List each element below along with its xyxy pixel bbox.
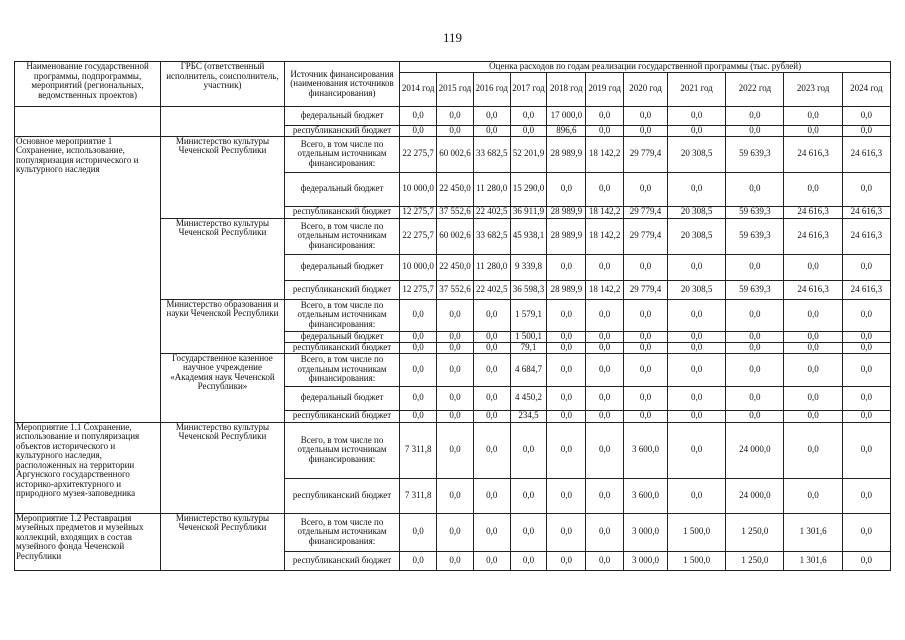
amount-cell: 24 000,0 — [726, 478, 784, 513]
amount-cell: 0,0 — [473, 551, 510, 570]
amount-cell: 0,0 — [437, 106, 474, 125]
amount-cell: 7 311,8 — [400, 422, 437, 478]
amount-cell: 24 616,3 — [842, 218, 890, 254]
grbs-cell: Министерство культуры Чеченской Республики — [161, 422, 285, 513]
amount-cell: 59 639,3 — [726, 206, 784, 218]
amount-cell: 0,0 — [437, 353, 474, 386]
amount-cell: 22 275,7 — [400, 136, 437, 172]
activity-name-cell: Мероприятие 1.1 Сохранение, использование и популяризация объектов исторического и культурного наследия, расположенных на территории Аргунского государственного историко-архитектурного и природного музея-заповедника — [15, 422, 161, 513]
amount-cell: 0,0 — [547, 342, 586, 353]
amount-cell: 0,0 — [473, 410, 510, 422]
amount-cell: 0,0 — [437, 422, 474, 478]
amount-cell: 20 308,5 — [667, 136, 725, 172]
funding-source-cell: Всего, в том числе по отдельным источникам финансирования: — [284, 353, 399, 386]
amount-cell: 0,0 — [437, 410, 474, 422]
amount-cell: 0,0 — [510, 125, 547, 136]
amount-cell: 0,0 — [784, 353, 842, 386]
amount-cell: 24 616,3 — [784, 218, 842, 254]
amount-cell: 36 911,9 — [510, 206, 547, 218]
grbs-cell: Министерство культуры Чеченской Республики — [161, 218, 285, 299]
amount-cell: 24 616,3 — [784, 206, 842, 218]
amount-cell: 0,0 — [726, 125, 784, 136]
amount-cell: 0,0 — [437, 551, 474, 570]
amount-cell: 0,0 — [400, 353, 437, 386]
amount-cell: 29 779,4 — [624, 280, 668, 299]
amount-cell: 59 639,3 — [726, 280, 784, 299]
amount-cell: 18 142,2 — [586, 218, 624, 254]
amount-cell: 0,0 — [547, 513, 586, 551]
budget-table — [14, 61, 891, 571]
amount-cell: 29 779,4 — [624, 218, 668, 254]
amount-cell: 11 280,0 — [473, 254, 510, 280]
amount-cell: 28 989,9 — [547, 136, 586, 172]
amount-cell: 0,0 — [667, 422, 725, 478]
amount-cell: 22 450,0 — [437, 172, 474, 206]
amount-cell: 1 301,6 — [784, 551, 842, 570]
amount-cell: 0,0 — [784, 299, 842, 331]
amount-cell: 0,0 — [586, 254, 624, 280]
funding-source-cell: Всего, в том числе по отдельным источникам финансирования: — [284, 513, 399, 551]
amount-cell: 0,0 — [510, 551, 547, 570]
amount-cell: 4 450,2 — [510, 386, 547, 410]
amount-cell: 0,0 — [784, 106, 842, 125]
grbs-cell: Министерство культуры Чеченской Республики — [161, 513, 285, 570]
amount-cell: 20 308,5 — [667, 280, 725, 299]
amount-cell: 0,0 — [547, 478, 586, 513]
amount-cell: 52 201,9 — [510, 136, 547, 172]
funding-source-cell: Всего, в том числе по отдельным источникам финансирования: — [284, 218, 399, 254]
amount-cell: 0,0 — [547, 353, 586, 386]
amount-cell: 1 500,0 — [667, 551, 725, 570]
amount-cell: 0,0 — [437, 478, 474, 513]
amount-cell: 0,0 — [400, 386, 437, 410]
amount-cell: 0,0 — [726, 342, 784, 353]
amount-cell: 0,0 — [842, 353, 890, 386]
amount-cell: 0,0 — [473, 422, 510, 478]
amount-cell: 0,0 — [842, 254, 890, 280]
amount-cell: 1 500,1 — [510, 331, 547, 342]
amount-cell: 33 682,5 — [473, 218, 510, 254]
amount-cell: 17 000,0 — [547, 106, 586, 125]
amount-cell: 0,0 — [842, 331, 890, 342]
amount-cell: 22 402,5 — [473, 280, 510, 299]
header-year: 2017 год — [510, 72, 547, 106]
amount-cell: 0,0 — [400, 551, 437, 570]
amount-cell: 0,0 — [473, 478, 510, 513]
amount-cell: 0,0 — [667, 299, 725, 331]
activity-name-cell: Мероприятие 1.2 Реставрация музейных предметов и музейных коллекций, входящих в состав музейного фонда Чеченской Республики — [15, 513, 161, 570]
funding-source-cell: республиканский бюджет — [284, 551, 399, 570]
amount-cell: 0,0 — [547, 422, 586, 478]
amount-cell: 0,0 — [586, 513, 624, 551]
amount-cell: 0,0 — [547, 254, 586, 280]
amount-cell: 0,0 — [624, 106, 668, 125]
amount-cell: 0,0 — [784, 172, 842, 206]
header-year: 2022 год — [726, 72, 784, 106]
amount-cell: 0,0 — [473, 386, 510, 410]
amount-cell: 22 275,7 — [400, 218, 437, 254]
amount-cell: 0,0 — [667, 353, 725, 386]
amount-cell: 29 779,4 — [624, 206, 668, 218]
amount-cell: 33 682,5 — [473, 136, 510, 172]
funding-source-cell: республиканский бюджет — [284, 478, 399, 513]
amount-cell: 0,0 — [784, 410, 842, 422]
amount-cell: 29 779,4 — [624, 136, 668, 172]
amount-cell: 0,0 — [842, 422, 890, 478]
amount-cell: 0,0 — [842, 125, 890, 136]
amount-cell: 1 500,0 — [667, 513, 725, 551]
amount-cell: 0,0 — [624, 342, 668, 353]
amount-cell: 59 639,3 — [726, 218, 784, 254]
amount-cell: 0,0 — [400, 342, 437, 353]
amount-cell: 0,0 — [400, 299, 437, 331]
amount-cell: 0,0 — [624, 172, 668, 206]
amount-cell: 0,0 — [667, 106, 725, 125]
header-grbs: ГРБС (ответственный исполнитель, соисполнитель, участник) — [161, 62, 285, 107]
funding-source-cell: республиканский бюджет — [284, 410, 399, 422]
amount-cell: 0,0 — [437, 125, 474, 136]
amount-cell: 36 598,3 — [510, 280, 547, 299]
amount-cell: 0,0 — [586, 299, 624, 331]
amount-cell: 0,0 — [400, 125, 437, 136]
amount-cell: 0,0 — [586, 422, 624, 478]
table-row — [15, 106, 891, 125]
amount-cell: 0,0 — [586, 106, 624, 125]
amount-cell: 0,0 — [842, 410, 890, 422]
header-year: 2016 год — [473, 72, 510, 106]
amount-cell: 1 250,0 — [726, 551, 784, 570]
amount-cell: 0,0 — [437, 386, 474, 410]
amount-cell: 0,0 — [726, 172, 784, 206]
amount-cell: 0,0 — [784, 331, 842, 342]
amount-cell: 0,0 — [624, 353, 668, 386]
amount-cell: 0,0 — [473, 331, 510, 342]
amount-cell: 79,1 — [510, 342, 547, 353]
amount-cell: 234,5 — [510, 410, 547, 422]
amount-cell: 0,0 — [842, 478, 890, 513]
amount-cell: 0,0 — [726, 299, 784, 331]
amount-cell: 0,0 — [400, 106, 437, 125]
amount-cell: 0,0 — [400, 410, 437, 422]
grbs-cell: Министерство культуры Чеченской Республики — [161, 136, 285, 218]
amount-cell: 0,0 — [586, 386, 624, 410]
header-year: 2015 год — [437, 72, 474, 106]
amount-cell: 0,0 — [842, 551, 890, 570]
amount-cell: 0,0 — [784, 254, 842, 280]
amount-cell: 4 684,7 — [510, 353, 547, 386]
amount-cell: 24 616,3 — [842, 136, 890, 172]
amount-cell: 10 000,0 — [400, 254, 437, 280]
amount-cell: 3 000,0 — [624, 551, 668, 570]
amount-cell: 0,0 — [624, 125, 668, 136]
header-year: 2024 год — [842, 72, 890, 106]
amount-cell: 0,0 — [586, 342, 624, 353]
amount-cell: 0,0 — [586, 331, 624, 342]
amount-cell: 0,0 — [667, 342, 725, 353]
amount-cell: 0,0 — [400, 331, 437, 342]
header-year: 2021 год — [667, 72, 725, 106]
amount-cell: 0,0 — [726, 410, 784, 422]
amount-cell: 12 275,7 — [400, 280, 437, 299]
amount-cell: 0,0 — [547, 172, 586, 206]
amount-cell: 0,0 — [624, 410, 668, 422]
amount-cell: 7 311,8 — [400, 478, 437, 513]
funding-source-cell: республиканский бюджет — [284, 125, 399, 136]
amount-cell: 896,6 — [547, 125, 586, 136]
amount-cell: 0,0 — [726, 331, 784, 342]
amount-cell: 0,0 — [842, 172, 890, 206]
funding-source-cell: Всего, в том числе по отдельным источникам финансирования: — [284, 422, 399, 478]
amount-cell: 0,0 — [547, 331, 586, 342]
amount-cell: 22 402,5 — [473, 206, 510, 218]
amount-cell: 0,0 — [547, 551, 586, 570]
amount-cell: 11 280,0 — [473, 172, 510, 206]
header-year: 2019 год — [586, 72, 624, 106]
amount-cell: 0,0 — [667, 410, 725, 422]
amount-cell: 0,0 — [547, 410, 586, 422]
amount-cell: 0,0 — [586, 353, 624, 386]
amount-cell: 15 290,0 — [510, 172, 547, 206]
amount-cell: 24 000,0 — [726, 422, 784, 478]
amount-cell: 37 552,6 — [437, 206, 474, 218]
table-row — [15, 513, 891, 551]
funding-source-cell: Всего, в том числе по отдельным источникам финансирования: — [284, 136, 399, 172]
amount-cell: 0,0 — [586, 478, 624, 513]
amount-cell: 0,0 — [667, 331, 725, 342]
amount-cell: 60 002,6 — [437, 218, 474, 254]
amount-cell: 0,0 — [726, 386, 784, 410]
amount-cell: 28 989,9 — [547, 280, 586, 299]
amount-cell: 1 301,6 — [784, 513, 842, 551]
amount-cell: 0,0 — [437, 299, 474, 331]
amount-cell: 0,0 — [586, 125, 624, 136]
amount-cell: 12 275,7 — [400, 206, 437, 218]
amount-cell: 0,0 — [586, 410, 624, 422]
amount-cell: 0,0 — [624, 254, 668, 280]
header-year: 2018 год — [547, 72, 586, 106]
header-estimate: Оценка расходов по годам реализации государственной программы (тыс. рублей) — [400, 62, 891, 73]
grbs-cell — [161, 106, 285, 136]
amount-cell: 0,0 — [437, 342, 474, 353]
amount-cell: 0,0 — [667, 478, 725, 513]
amount-cell: 24 616,3 — [842, 280, 890, 299]
amount-cell: 3 000,0 — [624, 513, 668, 551]
amount-cell: 0,0 — [586, 172, 624, 206]
amount-cell: 9 339,8 — [510, 254, 547, 280]
table-row — [15, 422, 891, 478]
amount-cell: 0,0 — [473, 342, 510, 353]
funding-source-cell: федеральный бюджет — [284, 254, 399, 280]
amount-cell: 0,0 — [784, 386, 842, 410]
amount-cell: 18 142,2 — [586, 206, 624, 218]
header-year: 2023 год — [784, 72, 842, 106]
amount-cell: 1 250,0 — [726, 513, 784, 551]
amount-cell: 24 616,3 — [784, 280, 842, 299]
amount-cell: 24 616,3 — [784, 136, 842, 172]
amount-cell: 0,0 — [842, 106, 890, 125]
amount-cell: 0,0 — [400, 513, 437, 551]
amount-cell: 0,0 — [784, 478, 842, 513]
amount-cell: 20 308,5 — [667, 206, 725, 218]
amount-cell: 3 600,0 — [624, 422, 668, 478]
amount-cell: 59 639,3 — [726, 136, 784, 172]
amount-cell: 3 600,0 — [624, 478, 668, 513]
amount-cell: 0,0 — [667, 125, 725, 136]
amount-cell: 0,0 — [473, 125, 510, 136]
amount-cell: 0,0 — [726, 106, 784, 125]
amount-cell: 18 142,2 — [586, 280, 624, 299]
amount-cell: 0,0 — [437, 331, 474, 342]
grbs-cell: Министерство образования и науки Чеченской Республики — [161, 299, 285, 353]
amount-cell: 0,0 — [667, 386, 725, 410]
table-row — [15, 136, 891, 172]
amount-cell: 0,0 — [726, 353, 784, 386]
amount-cell: 0,0 — [842, 299, 890, 331]
amount-cell: 20 308,5 — [667, 218, 725, 254]
amount-cell: 0,0 — [842, 342, 890, 353]
funding-source-cell: Всего, в том числе по отдельным источникам финансирования: — [284, 299, 399, 331]
amount-cell: 0,0 — [624, 386, 668, 410]
amount-cell: 18 142,2 — [586, 136, 624, 172]
activity-name-cell: Основное мероприятие 1 Сохранение, использование, популяризация исторического и культурного наследия — [15, 136, 161, 422]
amount-cell: 10 000,0 — [400, 172, 437, 206]
header-source: Источник финансирования (наименования источников финансирования) — [284, 62, 399, 107]
amount-cell: 28 989,9 — [547, 218, 586, 254]
amount-cell: 0,0 — [667, 254, 725, 280]
amount-cell: 0,0 — [510, 478, 547, 513]
amount-cell: 37 552,6 — [437, 280, 474, 299]
funding-source-cell: республиканский бюджет — [284, 280, 399, 299]
funding-source-cell: республиканский бюджет — [284, 342, 399, 353]
amount-cell: 0,0 — [586, 551, 624, 570]
funding-source-cell: федеральный бюджет — [284, 386, 399, 410]
amount-cell: 0,0 — [437, 513, 474, 551]
amount-cell: 0,0 — [547, 386, 586, 410]
amount-cell: 0,0 — [473, 513, 510, 551]
activity-name-cell — [15, 106, 161, 136]
funding-source-cell: федеральный бюджет — [284, 106, 399, 125]
amount-cell: 0,0 — [510, 106, 547, 125]
amount-cell: 0,0 — [784, 342, 842, 353]
amount-cell: 45 938,1 — [510, 218, 547, 254]
header-year: 2020 год — [624, 72, 668, 106]
amount-cell: 1 579,1 — [510, 299, 547, 331]
amount-cell: 0,0 — [842, 513, 890, 551]
amount-cell: 0,0 — [624, 299, 668, 331]
amount-cell: 0,0 — [624, 331, 668, 342]
funding-source-cell: федеральный бюджет — [284, 172, 399, 206]
amount-cell: 0,0 — [784, 422, 842, 478]
page-number: 119 — [442, 30, 463, 45]
amount-cell: 0,0 — [547, 299, 586, 331]
header-name: Наименование государственной программы, подпрограммы, мероприятий (региональных, ведомственных проектов) — [15, 62, 161, 107]
amount-cell: 0,0 — [510, 422, 547, 478]
amount-cell: 24 616,3 — [842, 206, 890, 218]
amount-cell: 0,0 — [473, 299, 510, 331]
amount-cell: 22 450,0 — [437, 254, 474, 280]
amount-cell: 0,0 — [473, 106, 510, 125]
amount-cell: 0,0 — [473, 353, 510, 386]
amount-cell: 60 002,6 — [437, 136, 474, 172]
grbs-cell: Государственное казенное научное учреждение «Академия наук Чеченской Республики» — [161, 353, 285, 422]
amount-cell: 0,0 — [784, 125, 842, 136]
amount-cell: 0,0 — [726, 254, 784, 280]
funding-source-cell: федеральный бюджет — [284, 331, 399, 342]
amount-cell: 0,0 — [842, 386, 890, 410]
funding-source-cell: республиканский бюджет — [284, 206, 399, 218]
amount-cell: 0,0 — [510, 513, 547, 551]
amount-cell: 28 989,9 — [547, 206, 586, 218]
amount-cell: 0,0 — [667, 172, 725, 206]
header-year: 2014 год — [400, 72, 437, 106]
